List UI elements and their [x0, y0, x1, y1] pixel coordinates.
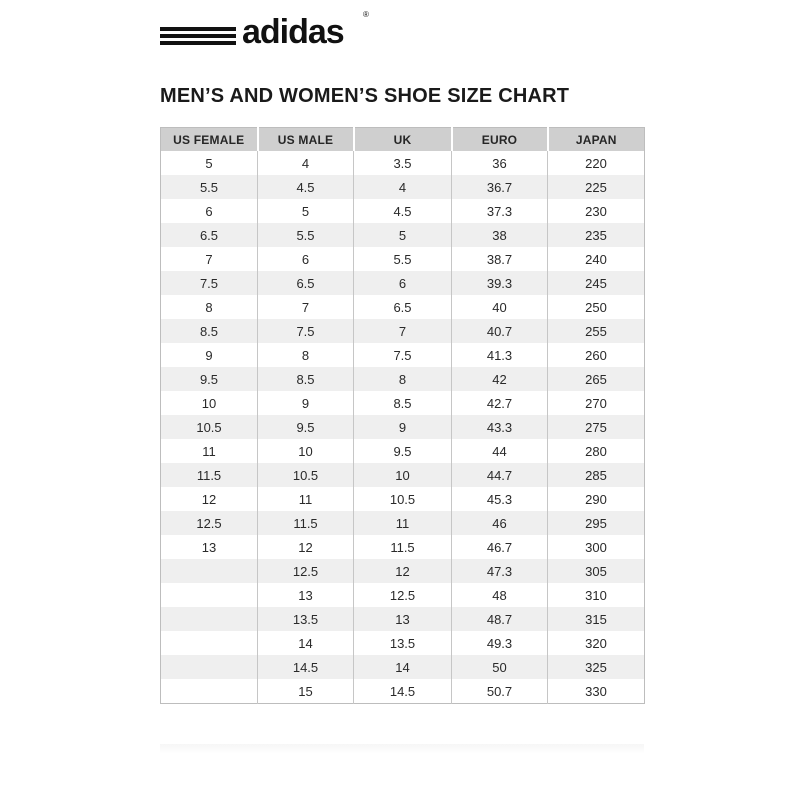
us-male-cell: 12: [258, 535, 354, 559]
uk-cell: 14: [354, 655, 452, 679]
us-male-cell: 10: [258, 439, 354, 463]
us-male-cell: 5.5: [258, 223, 354, 247]
table-row: [161, 655, 645, 679]
japan-cell: 265: [548, 367, 645, 391]
us-female-cell: 10: [161, 391, 258, 415]
uk-cell: 8.5: [354, 391, 452, 415]
table-row: [161, 199, 645, 223]
euro-cell: 50.7: [452, 679, 548, 704]
euro-cell: 44: [452, 439, 548, 463]
us-male-cell: 13: [258, 583, 354, 607]
uk-cell: 5.5: [354, 247, 452, 271]
table-row: [161, 175, 645, 199]
euro-cell: 42: [452, 367, 548, 391]
table-row: [161, 487, 645, 511]
table-row: [161, 511, 645, 535]
table-row: [161, 223, 645, 247]
column-header-euro: EURO: [452, 128, 548, 152]
uk-cell: 7: [354, 319, 452, 343]
japan-cell: 320: [548, 631, 645, 655]
japan-cell: 275: [548, 415, 645, 439]
japan-cell: 240: [548, 247, 645, 271]
japan-cell: 310: [548, 583, 645, 607]
us-female-cell: [161, 559, 258, 583]
table-row: [161, 559, 645, 583]
uk-cell: 10.5: [354, 487, 452, 511]
uk-cell: 9: [354, 415, 452, 439]
us-female-cell: 13: [161, 535, 258, 559]
japan-cell: 230: [548, 199, 645, 223]
uk-cell: 11: [354, 511, 452, 535]
euro-cell: 37.3: [452, 199, 548, 223]
uk-cell: 12.5: [354, 583, 452, 607]
table-row: [161, 583, 645, 607]
us-male-cell: 7: [258, 295, 354, 319]
japan-cell: 285: [548, 463, 645, 487]
us-male-cell: 8.5: [258, 367, 354, 391]
us-male-cell: 10.5: [258, 463, 354, 487]
us-female-cell: 11.5: [161, 463, 258, 487]
us-male-cell: 6.5: [258, 271, 354, 295]
japan-cell: 325: [548, 655, 645, 679]
us-female-cell: 9: [161, 343, 258, 367]
euro-cell: 39.3: [452, 271, 548, 295]
three-stripes-icon: [160, 21, 236, 45]
us-female-cell: 10.5: [161, 415, 258, 439]
us-male-cell: 12.5: [258, 559, 354, 583]
page-title: MEN’S AND WOMEN’S SHOE SIZE CHART: [160, 85, 570, 107]
us-male-cell: 8: [258, 343, 354, 367]
euro-cell: 36.7: [452, 175, 548, 199]
us-male-cell: 6: [258, 247, 354, 271]
table-row: [161, 535, 645, 559]
us-male-cell: 15: [258, 679, 354, 704]
uk-cell: 7.5: [354, 343, 452, 367]
us-female-cell: [161, 679, 258, 704]
us-female-cell: 8: [161, 295, 258, 319]
us-male-cell: 9.5: [258, 415, 354, 439]
us-female-cell: 7: [161, 247, 258, 271]
japan-cell: 260: [548, 343, 645, 367]
column-header-us-male: US MALE: [258, 128, 354, 152]
euro-cell: 49.3: [452, 631, 548, 655]
us-female-cell: 8.5: [161, 319, 258, 343]
us-female-cell: 6: [161, 199, 258, 223]
table-row: [161, 463, 645, 487]
table-row: [161, 607, 645, 631]
us-female-cell: [161, 655, 258, 679]
euro-cell: 42.7: [452, 391, 548, 415]
us-male-cell: 13.5: [258, 607, 354, 631]
table-row: [161, 343, 645, 367]
euro-cell: 46: [452, 511, 548, 535]
uk-cell: 9.5: [354, 439, 452, 463]
uk-cell: 4.5: [354, 199, 452, 223]
us-male-cell: 11.5: [258, 511, 354, 535]
uk-cell: 14.5: [354, 679, 452, 704]
us-female-cell: 9.5: [161, 367, 258, 391]
euro-cell: 47.3: [452, 559, 548, 583]
table-row: [161, 439, 645, 463]
euro-cell: 41.3: [452, 343, 548, 367]
japan-cell: 225: [548, 175, 645, 199]
us-female-cell: 5: [161, 151, 258, 175]
us-female-cell: [161, 583, 258, 607]
japan-cell: 250: [548, 295, 645, 319]
japan-cell: 280: [548, 439, 645, 463]
us-male-cell: 14: [258, 631, 354, 655]
euro-cell: 45.3: [452, 487, 548, 511]
uk-cell: 13.5: [354, 631, 452, 655]
euro-cell: 38: [452, 223, 548, 247]
uk-cell: 12: [354, 559, 452, 583]
uk-cell: 11.5: [354, 535, 452, 559]
table-row: [161, 391, 645, 415]
us-male-cell: 5: [258, 199, 354, 223]
size-chart-table: [160, 127, 645, 704]
size-table-body: [161, 151, 645, 704]
us-female-cell: 12.5: [161, 511, 258, 535]
euro-cell: 50: [452, 655, 548, 679]
euro-cell: 38.7: [452, 247, 548, 271]
uk-cell: 5: [354, 223, 452, 247]
registered-mark: ®: [363, 10, 369, 19]
euro-cell: 43.3: [452, 415, 548, 439]
us-female-cell: 6.5: [161, 223, 258, 247]
uk-cell: 6: [354, 271, 452, 295]
column-header-japan: JAPAN: [548, 128, 645, 152]
japan-cell: 290: [548, 487, 645, 511]
euro-cell: 40.7: [452, 319, 548, 343]
euro-cell: 48.7: [452, 607, 548, 631]
us-male-cell: 7.5: [258, 319, 354, 343]
japan-cell: 300: [548, 535, 645, 559]
column-header-uk: UK: [354, 128, 452, 152]
us-female-cell: [161, 607, 258, 631]
japan-cell: 305: [548, 559, 645, 583]
uk-cell: 4: [354, 175, 452, 199]
brand-wordmark: adidas: [242, 13, 344, 51]
japan-cell: 245: [548, 271, 645, 295]
table-row: [161, 415, 645, 439]
adidas-logo: [160, 13, 344, 51]
us-female-cell: 7.5: [161, 271, 258, 295]
us-male-cell: 11: [258, 487, 354, 511]
uk-cell: 8: [354, 367, 452, 391]
japan-cell: 295: [548, 511, 645, 535]
us-male-cell: 14.5: [258, 655, 354, 679]
table-header-row: [161, 128, 645, 152]
column-header-us-female: US FEMALE: [161, 128, 258, 152]
euro-cell: 40: [452, 295, 548, 319]
us-female-cell: 12: [161, 487, 258, 511]
euro-cell: 36: [452, 151, 548, 175]
faded-footer-bar: [160, 744, 644, 754]
us-male-cell: 9: [258, 391, 354, 415]
euro-cell: 46.7: [452, 535, 548, 559]
table-row: [161, 271, 645, 295]
uk-cell: 13: [354, 607, 452, 631]
us-female-cell: [161, 631, 258, 655]
euro-cell: 48: [452, 583, 548, 607]
euro-cell: 44.7: [452, 463, 548, 487]
us-male-cell: 4: [258, 151, 354, 175]
table-row: [161, 679, 645, 704]
table-row: [161, 295, 645, 319]
japan-cell: 220: [548, 151, 645, 175]
table-row: [161, 367, 645, 391]
japan-cell: 235: [548, 223, 645, 247]
table-row: [161, 151, 645, 175]
uk-cell: 10: [354, 463, 452, 487]
table-row: [161, 247, 645, 271]
japan-cell: 255: [548, 319, 645, 343]
uk-cell: 6.5: [354, 295, 452, 319]
japan-cell: 270: [548, 391, 645, 415]
japan-cell: 330: [548, 679, 645, 704]
us-male-cell: 4.5: [258, 175, 354, 199]
japan-cell: 315: [548, 607, 645, 631]
us-female-cell: 5.5: [161, 175, 258, 199]
uk-cell: 3.5: [354, 151, 452, 175]
us-female-cell: 11: [161, 439, 258, 463]
table-row: [161, 319, 645, 343]
table-row: [161, 631, 645, 655]
